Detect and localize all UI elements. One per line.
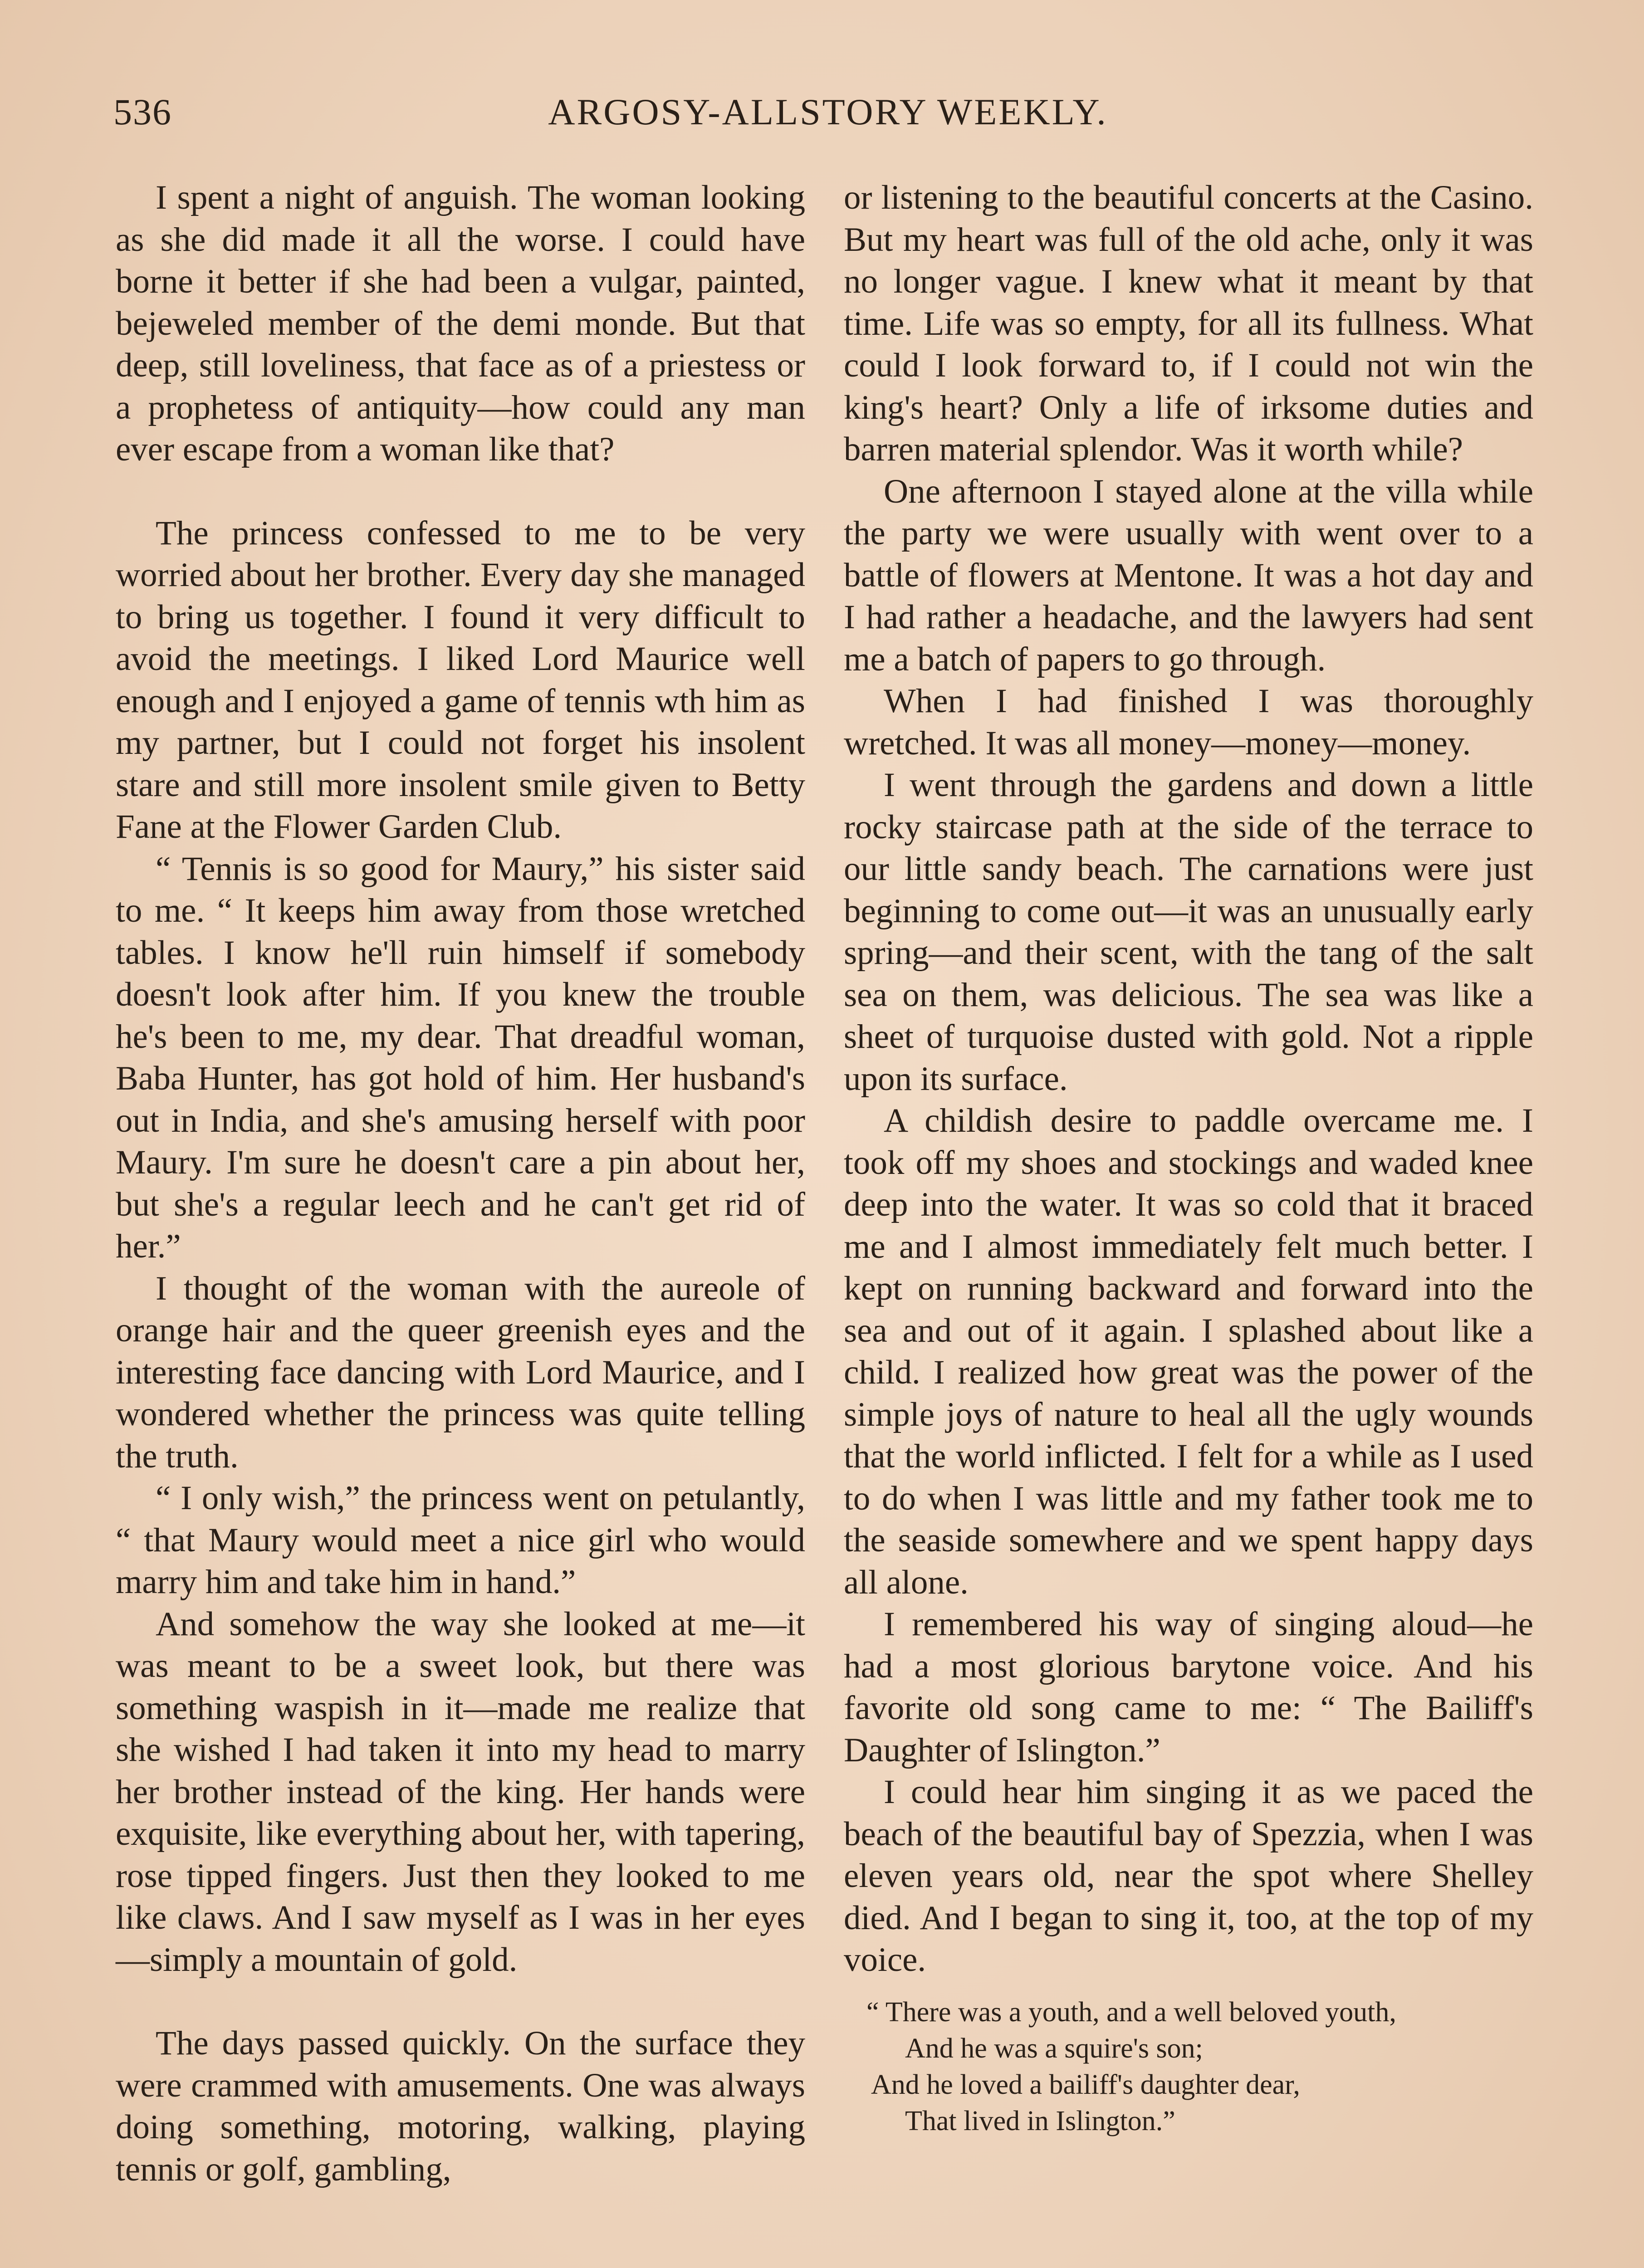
paragraph: When I had finished I was thoroughly wretched. It was all money—money—money. (844, 682, 1533, 762)
paragraph: “ Tennis is so good for Maury,” his sister said to me. “ It keeps him away from those wretched tables. I know he'll ruin himself if somebody doesn't look after him. If you knew the trouble he's been to me, my dear. That dreadful woman, Baba Hunter, has got hold of him. Her husband's out in India, and she's amusing herself with poor Maury. I'm sure he doesn't care a pin about her, but she's a regular leech and he can't get rid of her.” (116, 850, 805, 1265)
paragraph: I went through the gardens and down a little rocky staircase path at the side of the terrace to our little sandy beach. The carnations were just beginning to come out—it was an unusually early spring—and their scent, with the tang of the salt sea on them, was delicious. The sea was like a sheet of turquoise dusted with gold. Not a ripple upon its surface. (844, 766, 1533, 1098)
running-title: ARGOSY-ALLSTORY WEEKLY. (548, 91, 1108, 132)
verse-line: “ There was a youth, and a well beloved youth, (866, 1996, 1396, 2028)
paragraph: The days passed quickly. On the surface they were crammed with amusements. One was always doing something, motoring, walking, playing tennis or golf, gambling, (116, 2024, 805, 2188)
paragraph: I thought of the woman with the aureole of orange hair and the queer greenish eyes and the interesting face dancing with Lord Maurice, and I wondered whether the princess was quite telling the truth. (116, 1269, 805, 1475)
page-header (113, 91, 1542, 145)
paragraph: “ I only wish,” the princess went on petulantly, “ that Maury would meet a nice girl who would marry him and take him in hand.” (116, 1479, 805, 1601)
paragraph: I remembered his way of singing aloud—he had a most glorious barytone voice. And his favorite old song came to me: “ The Bailiff's Daughter of Islington.” (844, 1605, 1533, 1769)
paragraph: I spent a night of anguish. The woman looking as she did made it all the worse. I could have borne it better if she had been a vulgar, painted, bejeweled member of the demi monde. But that deep, still loveliness, that face as of a priestess or a prophetess of antiquity—how could any man ever escape from a woman like that? (116, 179, 805, 468)
verse-line: And he loved a bailiff's daughter dear, (871, 2069, 1300, 2100)
page-number: 536 (113, 91, 172, 132)
right-column (844, 177, 1533, 2139)
left-column (116, 177, 805, 2190)
paragraph: or listening to the beautiful concerts at the Casino. But my heart was full of the old ache, only it was no longer vague. I knew what it meant by that time. Life was so empty, for all its fullness. What could I look forward to, if I could not win the king's heart? Only a life of irksome duties and barren material splendor. Was it worth while? (844, 179, 1533, 468)
paragraph: A childish desire to paddle overcame me. I took off my shoes and stockings and waded knee deep into the water. It was so cold that it braced me and I almost immediately felt much better. I kept on running backward and forward into the sea and out of it again. I splashed about like a child. I realized how great was the power of the simple joys of nature to heal all the ugly wounds that the world inflicted. I felt for a while as I used to do when I was little and my father took me to the seaside somewhere and we spent happy days all alone. (844, 1102, 1533, 1601)
verse-line: And he was a squire's son; (905, 2033, 1203, 2064)
verse-line: That lived in Islington.” (905, 2105, 1175, 2136)
paragraph: And somehow the way she looked at me—it was meant to be a sweet look, but there was something waspish in it—made me realize that she wished I had taken it into my head to marry her brother instead of the king. Her hands were exquisite, like everything about her, with tapering, rose tipped fingers. Just then they looked to me like claws. And I saw myself as I was in her eyes—simply a mountain of gold. (116, 1605, 805, 1979)
paragraph: I could hear him singing it as we paced the beach of the beautiful bay of Spezzia, when I was eleven years old, near the spot where Shelley died. And I began to sing it, too, at the top of my voice. (844, 1773, 1533, 1979)
paragraph: The princess confessed to me to be very worried about her brother. Every day she managed to bring us together. I found it very difficult to avoid the meetings. I liked Lord Maurice well enough and I enjoyed a game of tennis wth him as my partner, but I could not forget his insolent stare and still more insolent smile given to Betty Fane at the Flower Garden Club. (116, 514, 805, 846)
paragraph: One afternoon I stayed alone at the villa while the party we were usually with went over to a battle of flowers at Mentone. It was a hot day and I had rather a headache, and the lawyers had sent me a batch of papers to go through. (844, 472, 1533, 678)
song-verse (844, 1994, 1533, 2139)
